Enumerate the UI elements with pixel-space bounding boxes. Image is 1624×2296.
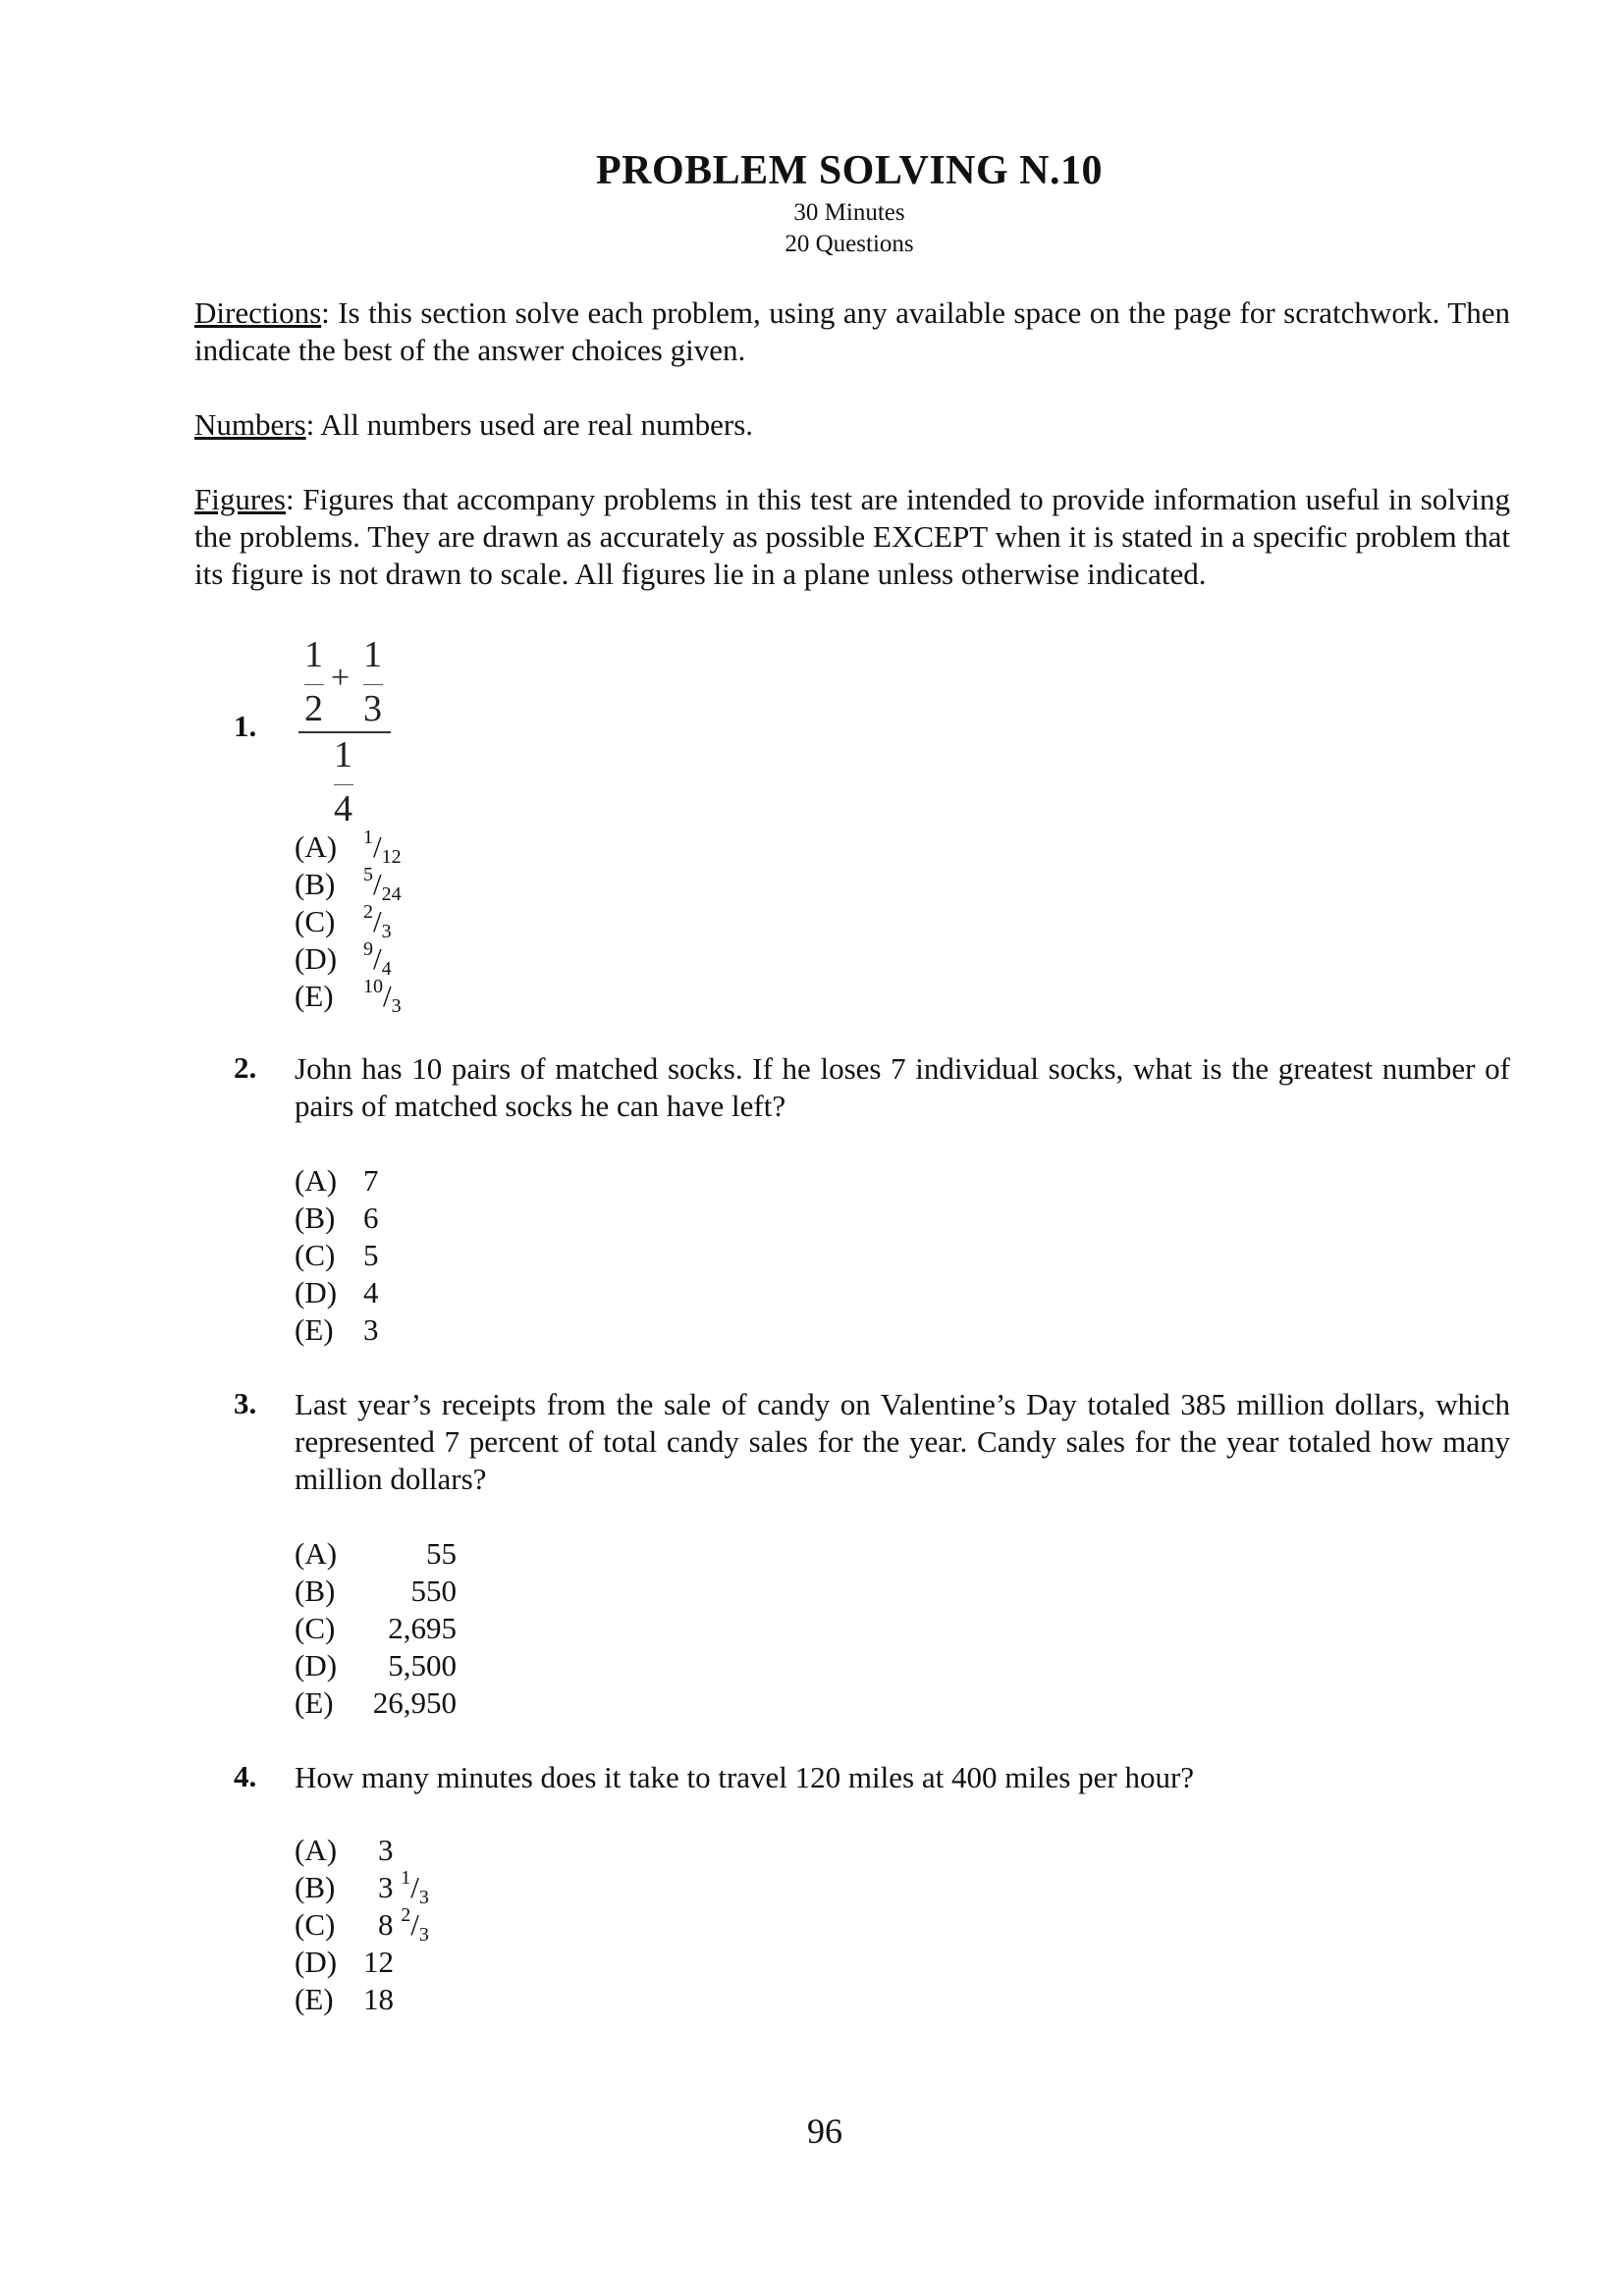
expr-fraction-bar-1 (304, 684, 324, 685)
expr-denominator-3: 4 (334, 788, 352, 829)
question-1-expression (295, 633, 403, 829)
question-2-text: John has 10 pairs of matched socks. If he loses 7 individual socks, what is the greatest number of pairs of matched socks he can have left? (295, 1051, 1510, 1123)
figures-paragraph (194, 481, 1510, 593)
numbers-label: Numbers (194, 407, 306, 442)
expr-denominator-1: 2 (304, 688, 323, 729)
expr-denominator-2: 3 (363, 688, 382, 729)
expr-numerator-1: 1 (304, 634, 323, 675)
page-number: 96 (807, 2111, 842, 2151)
directions-paragraph (194, 294, 1510, 369)
answer-choice[interactable]: (C) 2,695 (295, 1611, 457, 1645)
expr-numerator-3: 1 (334, 734, 352, 775)
question-3-text: Last year’s receipts from the sale of candy on Valentine’s Day totaled 385 million dollars, which represented 7 percent of total candy sales for the year. Candy sales for the year totaled how many million dollars? (295, 1387, 1510, 1496)
answer-choice[interactable]: (D) 5,500 (295, 1648, 457, 1682)
question-4-number: 4. (234, 1759, 257, 1793)
question-1-number: 1. (234, 709, 257, 743)
question-count-label: 20 Questions (785, 231, 914, 257)
numbers-text: : All numbers used are real numbers. (305, 407, 754, 442)
directions-text: : Is this section solve each problem, using any available space on the page for scratchwork. Then indicate the best of the answer choices given. (194, 295, 1510, 367)
figures-text: : Figures that accompany problems in this test are intended to provide information useful in solving the problems. They are drawn as accurately as possible EXCEPT when it is stated in a specific problem that its figure is not drawn to scale. All figures lie in a plane unless otherwise indicated. (194, 482, 1510, 591)
expr-numerator-2: 1 (363, 634, 382, 675)
question-4-text: How many minutes does it take to travel 120 miles at 400 miles per hour? (295, 1760, 1195, 1794)
exam-page: PROBLEM SOLVING N.10 30 Minutes 20 Questions Directions: Is this section solve each problem, using any available space on the page for scratchwork. Then indicate the best of the answer choices given. Numbers: All numbers used are real numbers. Figures: Figures that accompany problems in this test are intended to provide information useful in solving the problems. They are drawn as accurately as possible EXCEPT when it is stated in a specific problem that its figure is not drawn to scale. All figures lie in a plane unless otherwise indicated. 1. 1 + 1 2 3 1 4 (A) $^1/_{12}$ (B) $^5/_{24}$ (C) $^2/_3$ (D) $^9/_4$ (E) $^{10}/_3$ 2. John has 10 pairs of matched socks. If he loses 7 individual socks, what is the greatest number of pairs of matched socks he can have left? (A) 7 (B) 6 (C) 5 (D) 4 (E) 3 3. Last year’s receipts from the sale of candy on Valentine’s Day totaled 385 million dollars, which represented 7 percent of total candy sales for the year. Candy sales for the year totaled how many million dollars? (A) 55 (B) 550 (C) 2,695 (D) 5,500 (E) 26,950 4. How many minutes does it take to travel 120 miles at 400 miles per hour? (A) 3 (B) 3 $^1/_3$ (C) 8 $^2/_3$ (D) 12 (E) 18 96 (0, 0, 1624, 2296)
question-2-number: 2. (234, 1050, 257, 1085)
answer-choice[interactable]: (E) 26,950 (295, 1685, 457, 1720)
expr-fraction-bar-2 (363, 684, 383, 685)
question-3-number: 3. (234, 1386, 257, 1420)
directions-label: Directions (194, 295, 322, 330)
page-title: PROBLEM SOLVING N.10 (595, 148, 1104, 193)
figures-label: Figures (194, 482, 286, 516)
duration-label: 30 Minutes (793, 199, 905, 226)
expr-plus-sign: + (331, 660, 351, 696)
numbers-paragraph (194, 406, 1510, 444)
answer-choice[interactable]: (B) 550 (295, 1574, 457, 1608)
expr-fraction-bar-3 (334, 784, 353, 785)
answer-choice[interactable]: (A) 55 (295, 1536, 457, 1571)
